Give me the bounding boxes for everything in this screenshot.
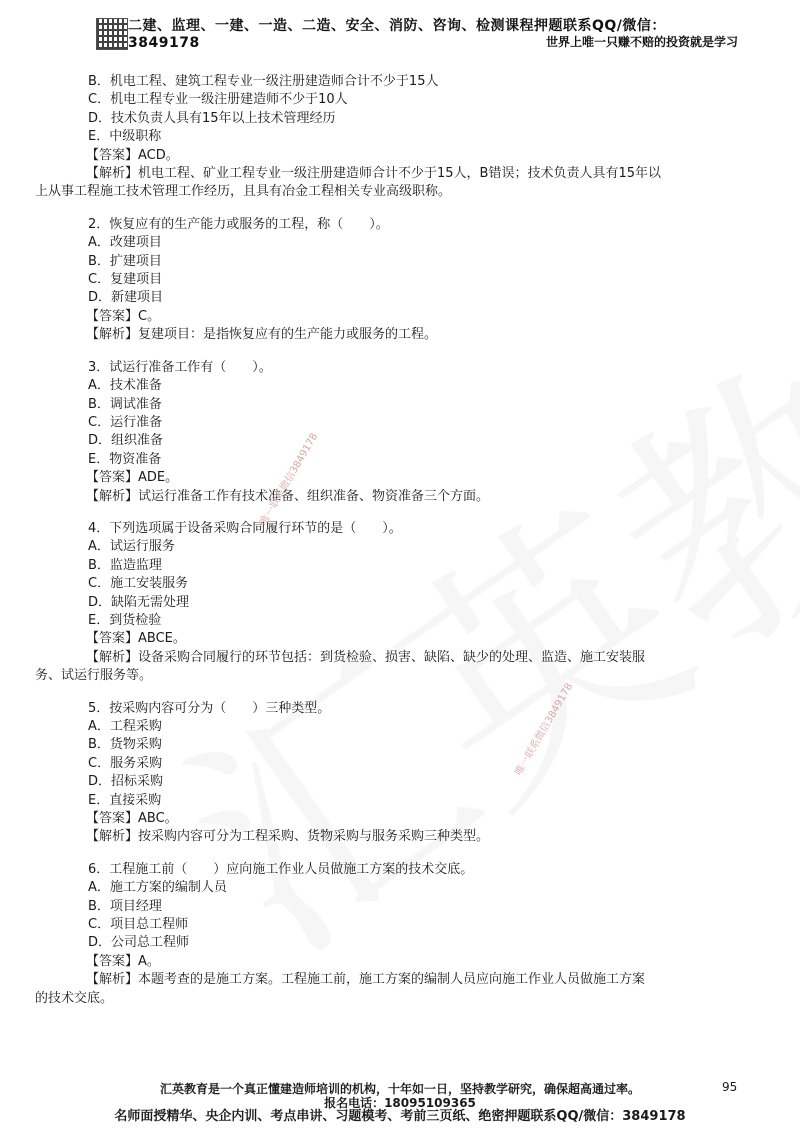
header-contact-line: 二建、监理、一建、一造、二造、安全、消防、咨询、检测课程押题联系QQ/微信：3849178: [128, 18, 666, 51]
watermark-text: 唯一联系微信3849178: [513, 681, 576, 778]
question-content: [35, 73, 740, 1008]
analysis-continuation: 上从事工程施工技术管理工作经历，且具有冶金工程相关专业高级职称。: [35, 184, 452, 200]
answer: 【答案】ACD。: [86, 147, 179, 163]
option: A．改建项目: [88, 235, 162, 251]
answer: 【答案】ABC。: [86, 811, 178, 827]
footer-contact-line: 名师面授精华、央企内训、考点串讲、习题模考、考前三页纸、绝密押题联系QQ/微信：3849178: [114, 1109, 686, 1124]
option: C．运行准备: [88, 414, 163, 430]
answer: 【答案】A。: [86, 953, 160, 969]
option: A．试运行服务: [88, 539, 175, 555]
option: B．扩建项目: [88, 253, 162, 269]
footer-phone: 报名电话：18095109365: [324, 1096, 476, 1110]
analysis: 【解析】本题考查的是施工方案。工程施工前，施工方案的编制人员应向施工作业人员做施工方案: [86, 972, 646, 988]
option: A．工程采购: [88, 719, 162, 734]
option: E．直接采购: [88, 792, 162, 808]
option: B．项目经理: [88, 898, 162, 914]
option: D．缺陷无需处理: [88, 594, 190, 610]
answer: 【答案】ABCE。: [86, 631, 186, 647]
header-slogan: 世界上唯一只赚不赔的投资就是学习: [545, 35, 738, 49]
option: D．招标采购: [88, 774, 164, 790]
question-stem: 5．按采购内容可分为（ ）三种类型。: [88, 700, 331, 716]
question-stem: 4．下列选项属于设备采购合同履行环节的是（ ）。: [88, 520, 402, 536]
option: C．项目总工程师: [88, 917, 189, 933]
watermark-text: 唯一联系微信3849178: [258, 431, 321, 528]
option: B．监造监理: [88, 557, 162, 573]
option: A．技术准备: [88, 378, 162, 394]
option: B．调试准备: [88, 396, 162, 412]
option: C．机电工程专业一级注册建造师不少于10人: [88, 92, 348, 108]
analysis: 【解析】按采购内容可分为工程采购、货物采购与服务采购三种类型。: [86, 829, 490, 845]
option: E．物资准备: [88, 451, 162, 467]
question-stem: 6．工程施工前（ ）应向施工作业人员做施工方案的技术交底。: [88, 861, 474, 877]
option: D．公司总工程师: [88, 935, 190, 951]
analysis: 【解析】试运行准备工作有技术准备、组织准备、物资准备三个方面。: [86, 488, 490, 504]
option: E．中级职称: [88, 129, 162, 145]
option: D．技术负责人具有15年以上技术管理经历: [88, 110, 336, 126]
question-stem: 2．恢复应有的生产能力或服务的工程，称（ ）。: [88, 216, 389, 232]
option: E．到货检验: [88, 612, 162, 628]
answer: 【答案】C。: [86, 308, 161, 324]
analysis-continuation: 务、试运行服务等。: [35, 668, 153, 684]
analysis: 【解析】设备采购合同履行的环节包括：到货检验、损害、缺陷、缺少的处理、监造、施工安装服: [86, 649, 646, 665]
page-header: [0, 0, 800, 58]
option: D．组织准备: [88, 433, 164, 449]
footer-slogan: 汇英教育是一个真正懂建造师培训的机构，十年如一日，坚持教学研究，确保超高通过率。: [159, 1082, 640, 1096]
option: D．新建项目: [88, 290, 164, 306]
option: A．施工方案的编制人员: [88, 880, 227, 896]
option: C．施工安装服务: [88, 576, 189, 592]
option: B．货物采购: [88, 737, 162, 753]
analysis: 【解析】复建项目：是指恢复应有的生产能力或服务的工程。: [86, 327, 438, 343]
option: C．复建项目: [88, 272, 163, 288]
option: B．机电工程、建筑工程专业一级注册建造师合计不少于15人: [88, 74, 439, 89]
analysis: 【解析】机电工程、矿业工程专业一级注册建造师合计不少于15人，B错误；技术负责人具有15年以: [86, 166, 662, 182]
answer: 【答案】ADE。: [86, 470, 179, 486]
option: C．服务采购: [88, 755, 163, 771]
analysis-continuation: 的技术交底。: [35, 990, 114, 1006]
question-stem: 3．试运行准备工作有（ ）。: [88, 359, 272, 375]
page-number: 95: [722, 1080, 738, 1094]
qr-code-icon: [96, 18, 128, 50]
